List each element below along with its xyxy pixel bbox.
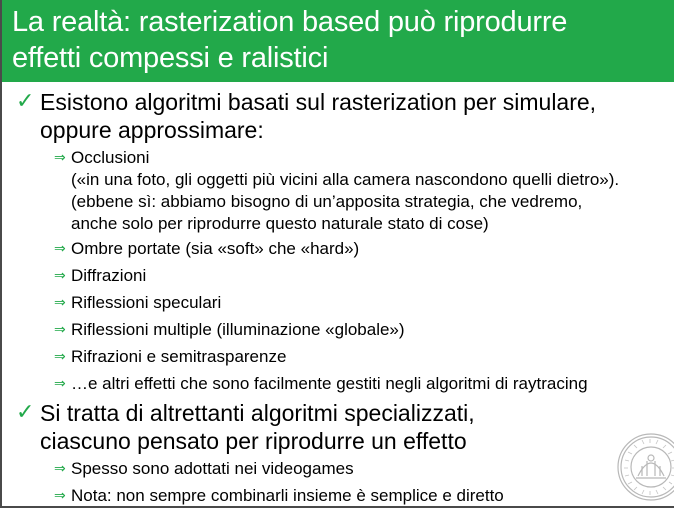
double-arrow-icon: ⇒	[54, 150, 66, 166]
double-arrow-icon: ⇒	[54, 488, 66, 504]
subitem-text-line: (ebbene sì: abbiamo bisogno di un’apposita strategia, che vedremo,	[71, 192, 583, 211]
subitem-text-line: Spesso sono adottati nei videogames	[71, 459, 354, 478]
double-arrow-icon: ⇒	[54, 349, 66, 365]
slide-title-line-2: effetti compessi e ralistici	[12, 42, 329, 74]
subitem-text-line: Riflessioni multiple (illuminazione «globale»)	[71, 320, 405, 339]
checkmark-icon: ✓	[16, 89, 35, 114]
bullet-text-line: Si tratta di altrettanti algoritmi specializzati,	[40, 400, 475, 426]
double-arrow-icon: ⇒	[54, 461, 66, 477]
university-seal-icon	[616, 432, 674, 502]
bullet-text-line: oppure approssimare:	[40, 117, 264, 143]
slide-title-line-1: La realtà: rasterization based può riprodurre	[12, 6, 568, 38]
subitem-text-line: Occlusioni	[71, 148, 150, 167]
subitem-text-line: Riflessioni speculari	[71, 293, 222, 312]
slide-title-bar	[2, 0, 674, 82]
bullet-text-line: ciascuno pensato per riprodurre un effetto	[40, 428, 467, 454]
subitem-text-line: Diffrazioni	[71, 266, 147, 285]
double-arrow-icon: ⇒	[54, 322, 66, 338]
double-arrow-icon: ⇒	[54, 376, 66, 392]
subitem-text-line: Rifrazioni e semitrasparenze	[71, 347, 287, 366]
double-arrow-icon: ⇒	[54, 295, 66, 311]
checkmark-icon: ✓	[16, 400, 35, 425]
double-arrow-icon: ⇒	[54, 268, 66, 284]
subitem-text-line: anche solo per riprodurre questo naturale stato di cose)	[71, 214, 489, 233]
subitem-text-line: …e altri effetti che sono facilmente gestiti negli algoritmi di raytracing	[71, 374, 588, 393]
subitem-text-line: («in una foto, gli oggetti più vicini alla camera nascondono quelli dietro»).	[71, 170, 620, 189]
subitem-text-line: Ombre portate (sia «soft» che «hard»)	[71, 239, 360, 258]
subitem-text-line: Nota: non sempre combinarli insieme è semplice e diretto	[71, 486, 504, 505]
bullet-text-line: Esistono algoritmi basati sul rasterization per simulare,	[40, 89, 597, 115]
double-arrow-icon: ⇒	[54, 241, 66, 257]
